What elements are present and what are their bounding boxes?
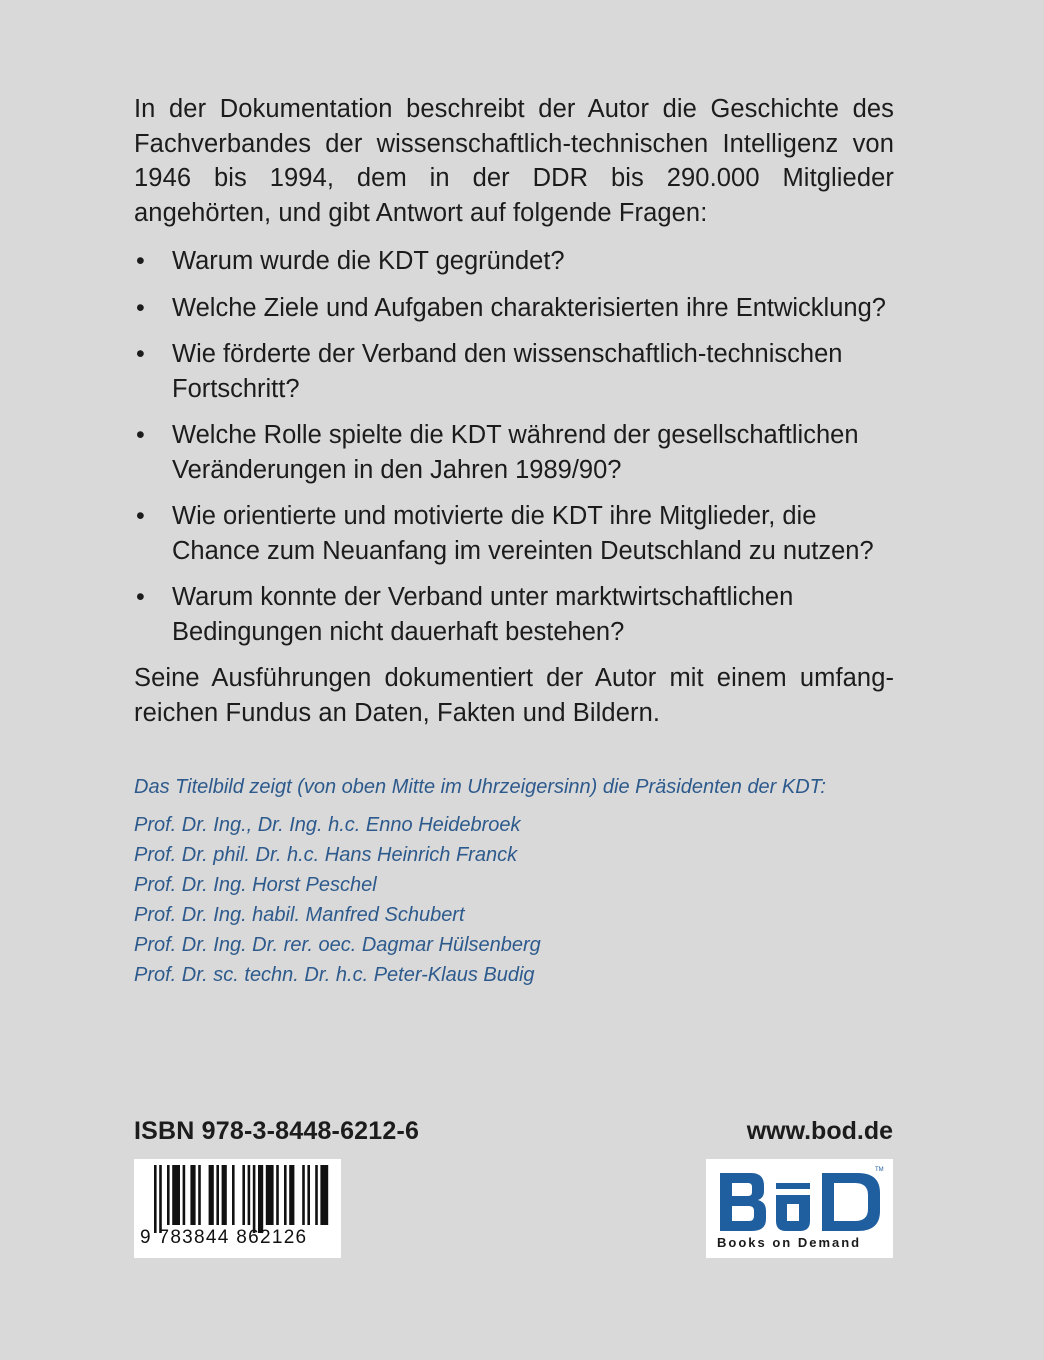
back-cover-text	[134, 92, 894, 990]
bullet-icon: •	[136, 583, 145, 611]
bullet-icon: •	[136, 340, 145, 368]
barcode-bar	[253, 1165, 256, 1233]
bullet-icon: •	[136, 247, 145, 275]
question-item: • Warum wurde die KDT gegründet?	[134, 244, 894, 279]
barcode-bar	[307, 1165, 310, 1225]
barcode-bar	[222, 1165, 227, 1225]
question-item: • Welche Ziele und Aufgaben charakterisierten ihre Entwicklung?	[134, 291, 894, 326]
bullet-icon: •	[136, 421, 145, 449]
bullet-icon: •	[136, 293, 145, 322]
intro-paragraph: In der Dokumentation beschreibt der Autor die Geschichte des Fachverbandes der wissenschaftlich-technischen Intelligenz von 1946 bis 1994, dem in der DDR bis 290.000 Mitglieder angehörten, und gibt Antwort auf folgende Fragen:	[134, 95, 894, 227]
barcode-bar	[248, 1165, 251, 1225]
president-name: Prof. Dr. phil. Dr. h.c. Hans Heinrich Franck	[134, 844, 518, 866]
barcode-bar	[154, 1165, 157, 1233]
barcode-bar	[159, 1165, 162, 1233]
barcode-bar	[172, 1165, 180, 1225]
barcode-bar	[209, 1165, 214, 1225]
trademark-mark: TM	[875, 1167, 884, 1173]
barcode-digits: 9 783844 862126	[140, 1227, 308, 1248]
president-name: Prof. Dr. Ing., Dr. Ing. h.c. Enno Heidebroek	[134, 814, 521, 836]
question-item: • Wie förderte der Verband den wissenschaftlich-technischen Fortschritt?	[134, 337, 894, 406]
bod-subtitle: Books on Demand	[717, 1235, 862, 1250]
outro-paragraph: Seine Ausführungen dokumentiert der Autor mit einem umfangreichen Fundus an Daten, Fakten und Bildern.	[134, 664, 894, 727]
barcode-bar	[284, 1165, 287, 1225]
barcode-bar	[167, 1165, 170, 1225]
barcode-bar	[258, 1165, 263, 1233]
barcode-bar	[183, 1165, 186, 1225]
question-item: • Wie orientierte und motivierte die KDT ihre Mitglieder, die Chance zum Neuanfang im vereinten Deutschland zu nutzen?	[134, 499, 894, 568]
question-list	[134, 244, 894, 649]
bullet-icon: •	[136, 502, 145, 530]
barcode-bar	[289, 1165, 294, 1225]
barcode-bar	[320, 1165, 328, 1225]
president-name: Prof. Dr. Ing. Horst Peschel	[134, 874, 377, 896]
barcode-bar	[232, 1165, 235, 1225]
barcode-bar	[242, 1165, 245, 1225]
bod-logo	[706, 1159, 893, 1258]
caption-intro: Das Titelbild zeigt (von oben Mitte im Uhrzeigersinn) die Präsidenten der KDT:	[134, 776, 826, 798]
barcode-bar	[198, 1165, 201, 1225]
president-name: Prof. Dr. Ing. habil. Manfred Schubert	[134, 904, 465, 926]
cover-caption	[134, 772, 894, 990]
president-name: Prof. Dr. sc. techn. Dr. h.c. Peter-Klaus Budig	[134, 964, 535, 986]
barcode-bar	[276, 1165, 279, 1225]
barcode-bar	[216, 1165, 219, 1225]
barcode-bar	[315, 1165, 318, 1225]
question-item: • Welche Rolle spielte die KDT während der gesellschaftlichen Veränderungen in den Jahren 1989/90?	[134, 418, 894, 487]
barcode-bar	[266, 1165, 274, 1225]
president-name: Prof. Dr. Ing. Dr. rer. oec. Dagmar Hülsenberg	[134, 934, 541, 956]
isbn-number: ISBN 978-3-8448-6212-6	[134, 1117, 420, 1145]
publisher-website: www.bod.de	[746, 1117, 893, 1145]
barcode	[134, 1159, 341, 1258]
question-item: • Warum konnte der Verband unter marktwirtschaftlichen Bedingungen nicht dauerhaft bestehen?	[134, 580, 894, 649]
barcode-bar	[190, 1165, 195, 1225]
barcode-bar	[302, 1165, 305, 1225]
